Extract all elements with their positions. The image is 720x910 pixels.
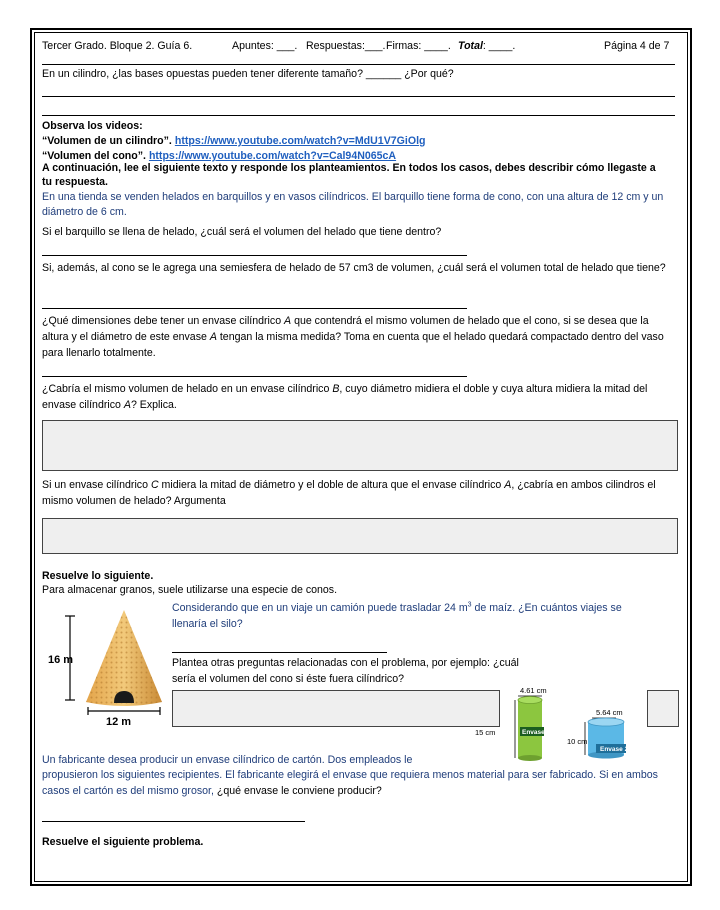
video-1 [42,134,426,148]
question-5-p1: Si un envase cilíndrico [42,479,151,491]
question-3 [42,313,677,361]
header-course: Tercer Grado. Bloque 2. Guía 6. [42,40,193,52]
envase-1-height: 15 cm [475,728,496,737]
video-1-link[interactable]: https://www.youtube.com/watch?v=MdU1V7GiOlg [174,135,426,147]
silo-question [172,600,642,632]
answer-box-silo[interactable] [172,690,500,727]
answer-line [42,115,675,116]
rule [42,64,675,65]
question-4-p3: ? Explica. [130,399,177,411]
answer-line [42,308,467,309]
silo-question-post: de maíz. ¿En cuántos viajes se llenaría el silo? [172,602,622,630]
videos-heading: Observa los videos: [42,120,143,132]
header-respuestas: Respuestas:___. [306,40,386,52]
answer-box-q4[interactable] [42,420,678,471]
var-a: A [284,315,292,327]
answer-box-silo-end[interactable] [647,690,679,727]
maker-text-2b: ¿qué envase le conviene producir? [216,785,382,797]
instructions: A continuación, lee el siguiente texto y responde los planteamientos. En todos los casos, debes describir cómo llegaste a tu respuesta. [42,162,656,188]
header-page: Página 4 de 7 [604,40,670,52]
header-apuntes: Apuntes: ___. [232,40,298,52]
section-intro: Para almacenar granos, suele utilizarse una especie de conos. [42,584,338,596]
other-questions: Plantea otras preguntas relacionadas con el problema, por ejemplo: ¿cuál sería el volumen del cono si éste fuera cilíndrico? [172,657,519,685]
silo-question-pre: Considerando que en un viaje un camión puede trasladar 24 m [172,602,468,614]
final-heading: Resuelve el siguiente problema. [42,836,204,848]
answer-line [42,96,675,97]
question-bases: En un cilindro, ¿las bases opuestas pueden tener diferente tamaño? ______ ¿Por qué? [42,68,454,80]
answer-line [172,652,387,653]
question-5 [42,477,677,509]
header-total [458,39,515,53]
question-4-p2: , cuyo diámetro midiera el doble y cuya altura midiera la mitad del envase cilíndrico [42,383,648,411]
answer-box-q5[interactable] [42,518,678,554]
silo-height-label: 16 m [48,654,74,666]
var-a: A [504,479,512,491]
answer-line [42,821,305,822]
section-heading: Resuelve lo siguiente. [42,570,154,582]
question-4 [42,381,677,413]
envase-2-diameter: 5.64 cm [596,708,623,717]
question-3-p2: que contendrá el mismo volumen de helado que el cono, si se desea que la altura y el diámetro de este envase [42,315,649,343]
total-blank: : ____. [482,40,516,52]
question-2: Si, además, al cono se le agrega una semiesfera de helado de 57 cm3 de volumen, ¿cuál será el volumen total de helado que tiene? [42,262,666,274]
question-3-p1: ¿Qué dimensiones debe tener un envase cilíndrico [42,315,285,327]
maker-text-2a: propusieron los siguientes recipientes. El fabricante elegirá el envase que requiera menos material para ser fabricado. Si en ambos casos el cartón es del mismo grosor, [42,769,658,797]
question-1: Si el barquillo se llena de helado, ¿cuál será el volumen del helado que tiene dentro? [42,226,442,238]
question-5-p2: midiera la mitad de diámetro y el doble de altura que el envase cilíndrico [158,479,505,491]
question-3-p3: tengan la misma medida? Toma en cuenta que el helado quedará compactado dentro del vaso para llenarlo totalmente. [42,331,664,359]
story-text: En una tienda se venden helados en barquillos y en vasos cilíndricos. El barquillo tiene forma de cono, con una altura de 12 cm y un diámetro de 6 cm. [42,191,664,218]
envase-1-diameter: 4.61 cm [520,686,547,695]
answer-line [42,255,467,256]
video-2-link[interactable]: https://www.youtube.com/watch?v=Cal94N065cA [148,150,397,162]
total-label: Total [458,40,483,52]
question-4-p1: ¿Cabría el mismo volumen de helado en un envase cilíndrico [42,383,333,395]
maker-text-2 [42,767,682,799]
question-5-p3: , ¿cabría en ambos cilindros el mismo volumen de helado? Argumenta [42,479,656,507]
silo-question-exp: 3 [467,601,472,609]
var-a: A [123,399,131,411]
video-2-title: “Volumen del cono”. [42,150,146,162]
header-firmas: Firmas: ____. [386,40,451,52]
envase-2-label: Envase 2 [600,746,629,753]
var-a: A [209,331,217,343]
maker-text-1: Un fabricante desea producir un envase cilíndrico de cartón. Dos empleados le [42,754,413,766]
video-1-title: “Volumen de un cilindro”. [42,135,172,147]
var-b: B [332,383,340,395]
envase-1-label: Envase 1 [522,729,551,736]
silo-width-label: 12 m [106,716,132,728]
var-c: C [150,479,159,491]
answer-line [42,376,467,377]
envase-2-height: 10 cm [567,737,588,746]
